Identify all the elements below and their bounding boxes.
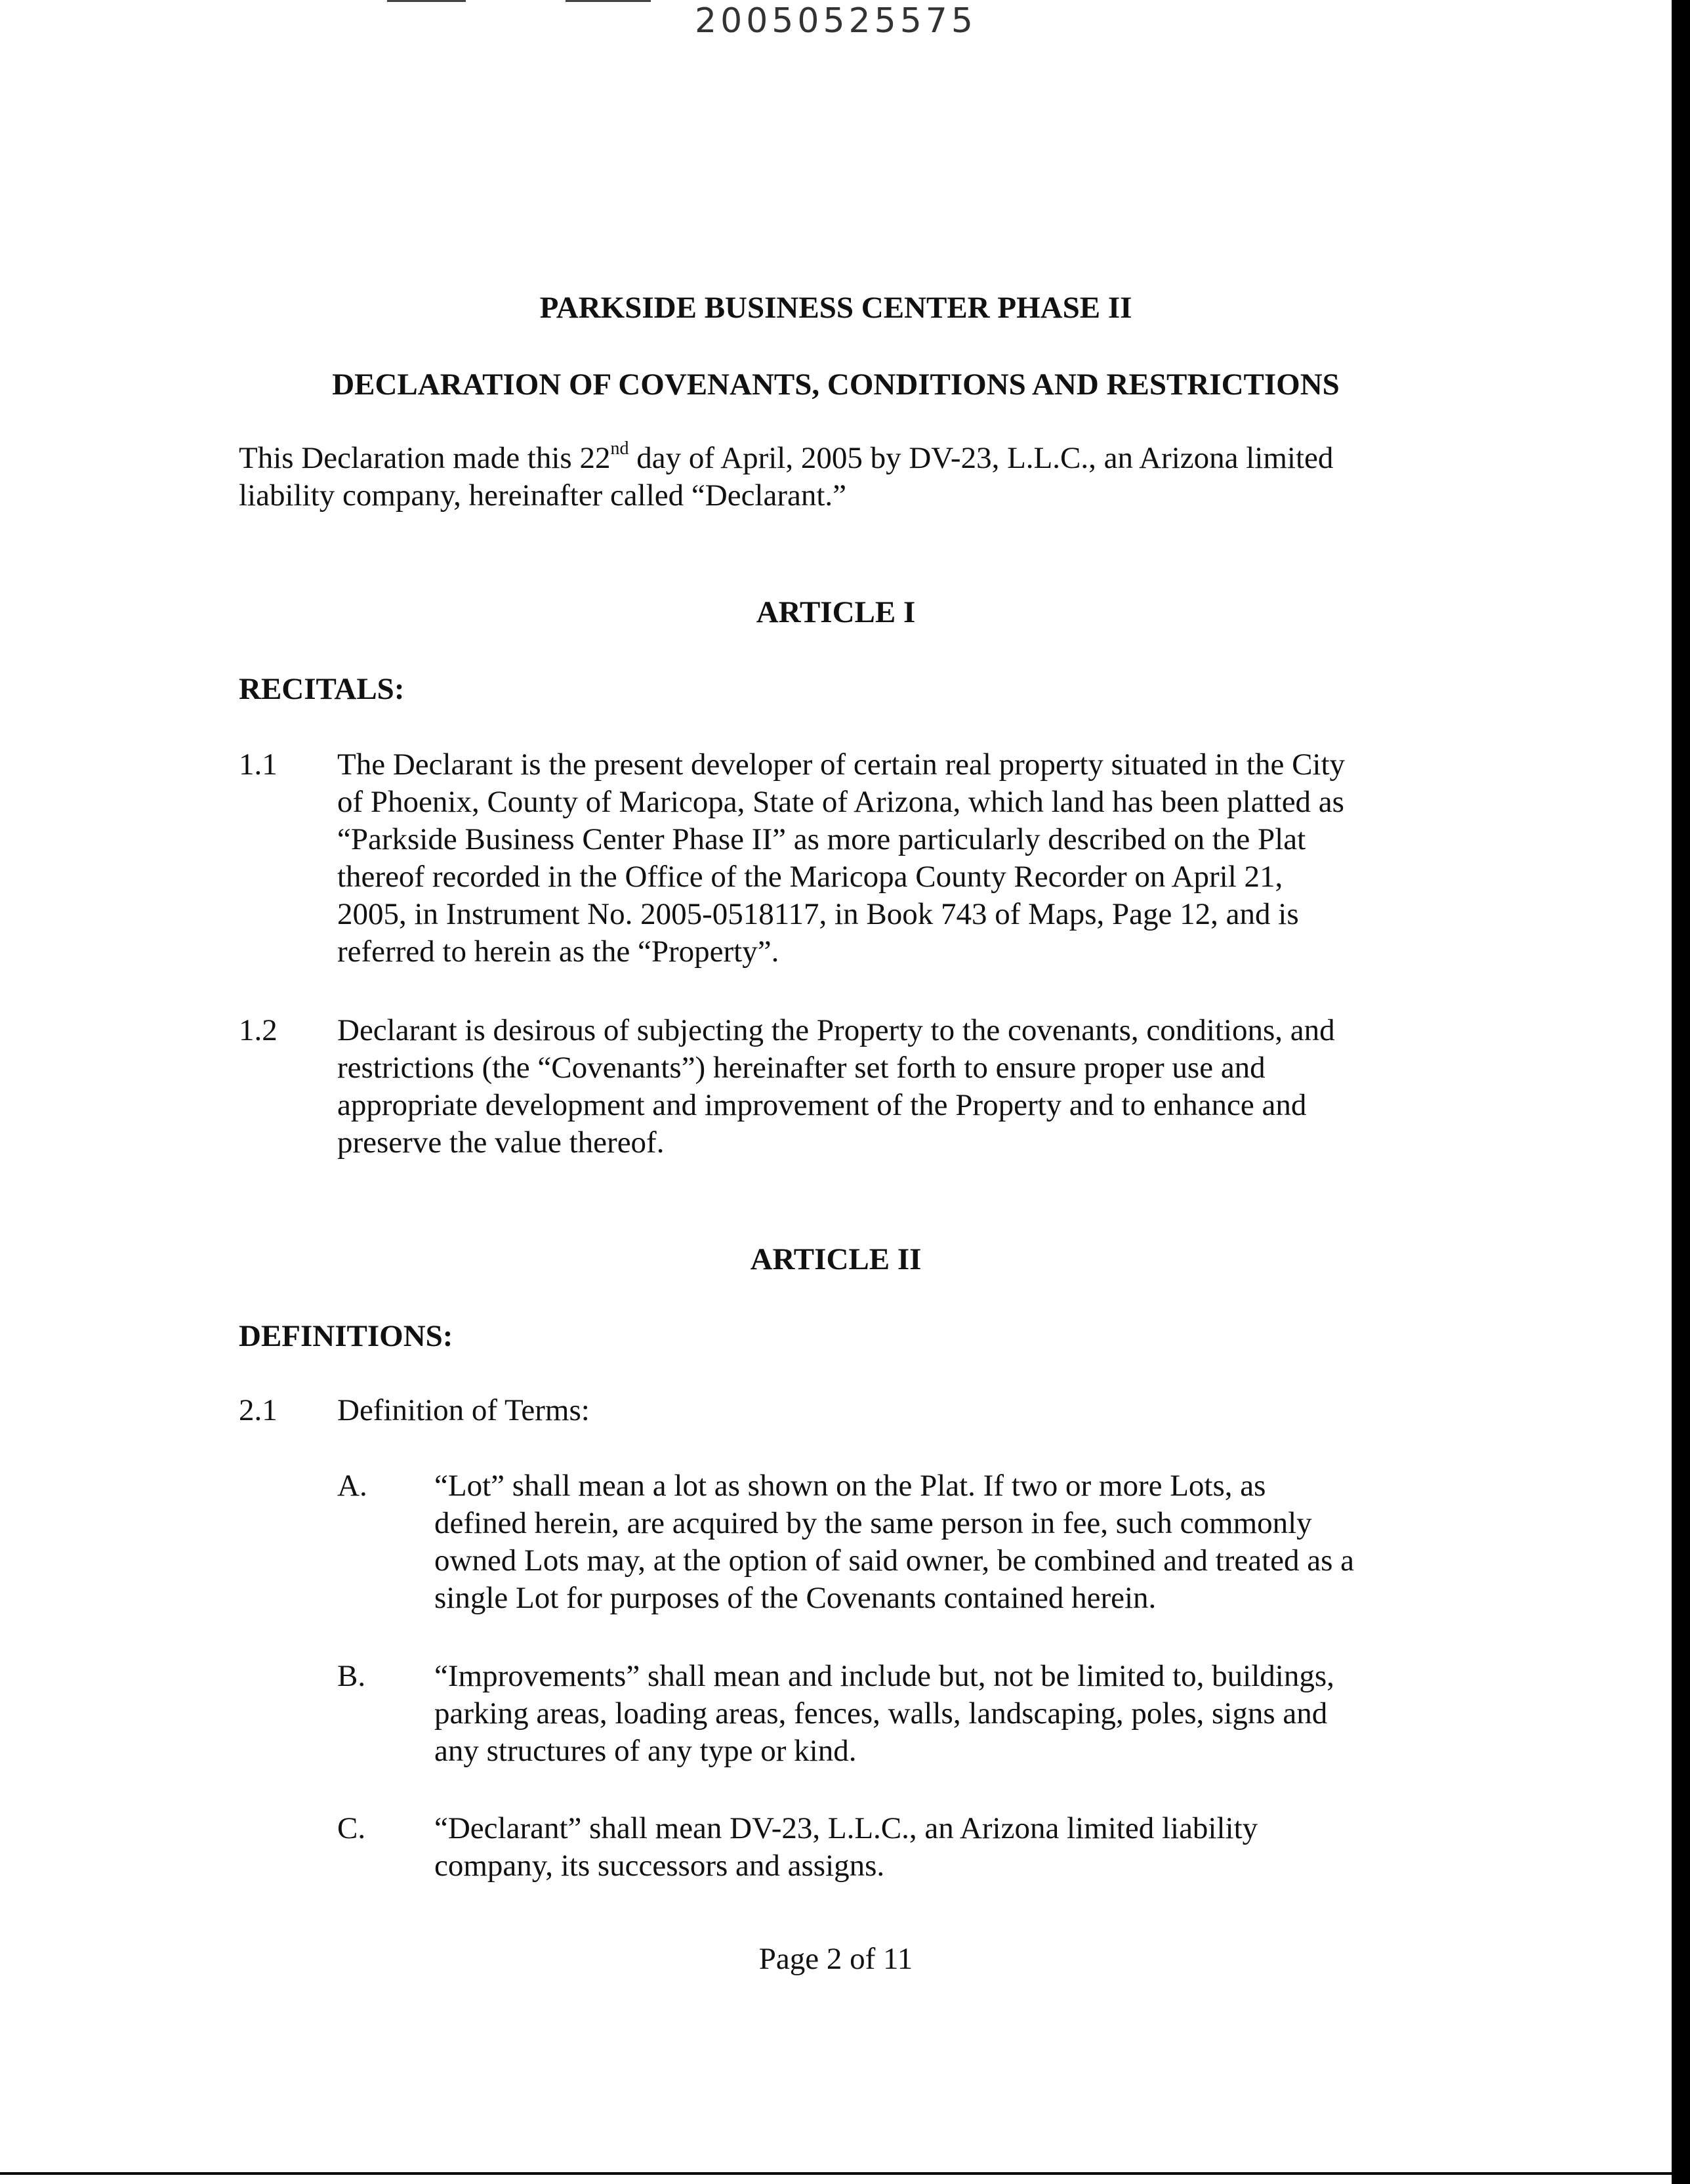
paragraph-line: thereof recorded in the Office of the Maricopa County Recorder on April 21,: [337, 860, 1283, 894]
subitem-letter: C.: [337, 1811, 366, 1845]
paragraph-line: owned Lots may, at the option of said owner, be combined and treated as a: [434, 1544, 1355, 1578]
intro-line: This Declaration made this 22nd day of April, 2005 by DV-23, L.L.C., an Arizona limited: [239, 438, 1334, 475]
paragraph-line: Declarant is desirous of subjecting the Property to the covenants, conditions, and: [337, 1013, 1335, 1047]
paragraph-line: company, its successors and assigns.: [434, 1849, 885, 1883]
paragraph-line: “Lot” shall mean a lot as shown on the Plat. If two or more Lots, as: [434, 1469, 1266, 1503]
paragraph-line: “Parkside Business Center Phase II” as more particularly described on the Plat: [337, 822, 1306, 856]
article-heading: ARTICLE I: [756, 595, 916, 629]
paragraph-line: referred to herein as the “Property”.: [337, 934, 779, 969]
item-number: 1.1: [239, 747, 278, 782]
intro-paragraph: [239, 440, 1333, 514]
recital-paragraph: [337, 1012, 1335, 1162]
paragraph-line: single Lot for purposes of the Covenants contained herein.: [434, 1581, 1157, 1615]
intro-line: liability company, hereinafter called “Declarant.”: [239, 478, 847, 513]
paragraph-line: “Declarant” shall mean DV-23, L.L.C., an Arizona limited liability: [434, 1811, 1258, 1845]
page-number: Page 2 of 11: [758, 1942, 913, 1976]
definition-paragraph: [434, 1467, 1354, 1617]
paragraph-line: any structures of any type or kind.: [434, 1734, 857, 1768]
item-number: 1.2: [239, 1013, 278, 1047]
document-title: PARKSIDE BUSINESS CENTER PHASE II: [539, 291, 1132, 325]
subitem-letter: B.: [337, 1659, 366, 1693]
item-title: Definition of Terms:: [337, 1393, 590, 1427]
item-number: 2.1: [239, 1393, 278, 1427]
paragraph-line: appropriate development and improvement of the Property and to enhance and: [337, 1088, 1307, 1122]
paragraph-line: 2005, in Instrument No. 2005-0518117, in Book 743 of Maps, Page 12, and is: [337, 897, 1299, 931]
paragraph-line: of Phoenix, County of Maricopa, State of Arizona, which land has been platted as: [337, 785, 1344, 819]
definition-paragraph: [434, 1810, 1258, 1885]
paragraph-line: restrictions (the “Covenants”) hereinafter set forth to ensure proper use and: [337, 1051, 1266, 1085]
subitem-letter: A.: [337, 1469, 367, 1503]
paragraph-line: preserve the value thereof.: [337, 1125, 665, 1160]
paragraph-line: The Declarant is the present developer of certain real property situated in the City: [337, 747, 1346, 782]
paragraph-line: defined herein, are acquired by the same person in fee, such commonly: [434, 1506, 1312, 1540]
section-title: RECITALS:: [239, 672, 405, 706]
section-title: DEFINITIONS:: [239, 1319, 453, 1353]
scan-border-bottom: [0, 2172, 1672, 2175]
recital-paragraph: [337, 746, 1345, 971]
recording-number: 20050525575: [695, 1, 977, 41]
document-subtitle: DECLARATION OF COVENANTS, CONDITIONS AND RESTRICTIONS: [332, 368, 1340, 402]
paragraph-line: parking areas, loading areas, fences, walls, landscaping, poles, signs and: [434, 1696, 1328, 1731]
article-heading: ARTICLE II: [750, 1242, 922, 1276]
paragraph-line: “Improvements” shall mean and include but, not be limited to, buildings,: [434, 1659, 1334, 1693]
definition-paragraph: [434, 1658, 1334, 1770]
scan-border-right: [1672, 0, 1690, 2184]
